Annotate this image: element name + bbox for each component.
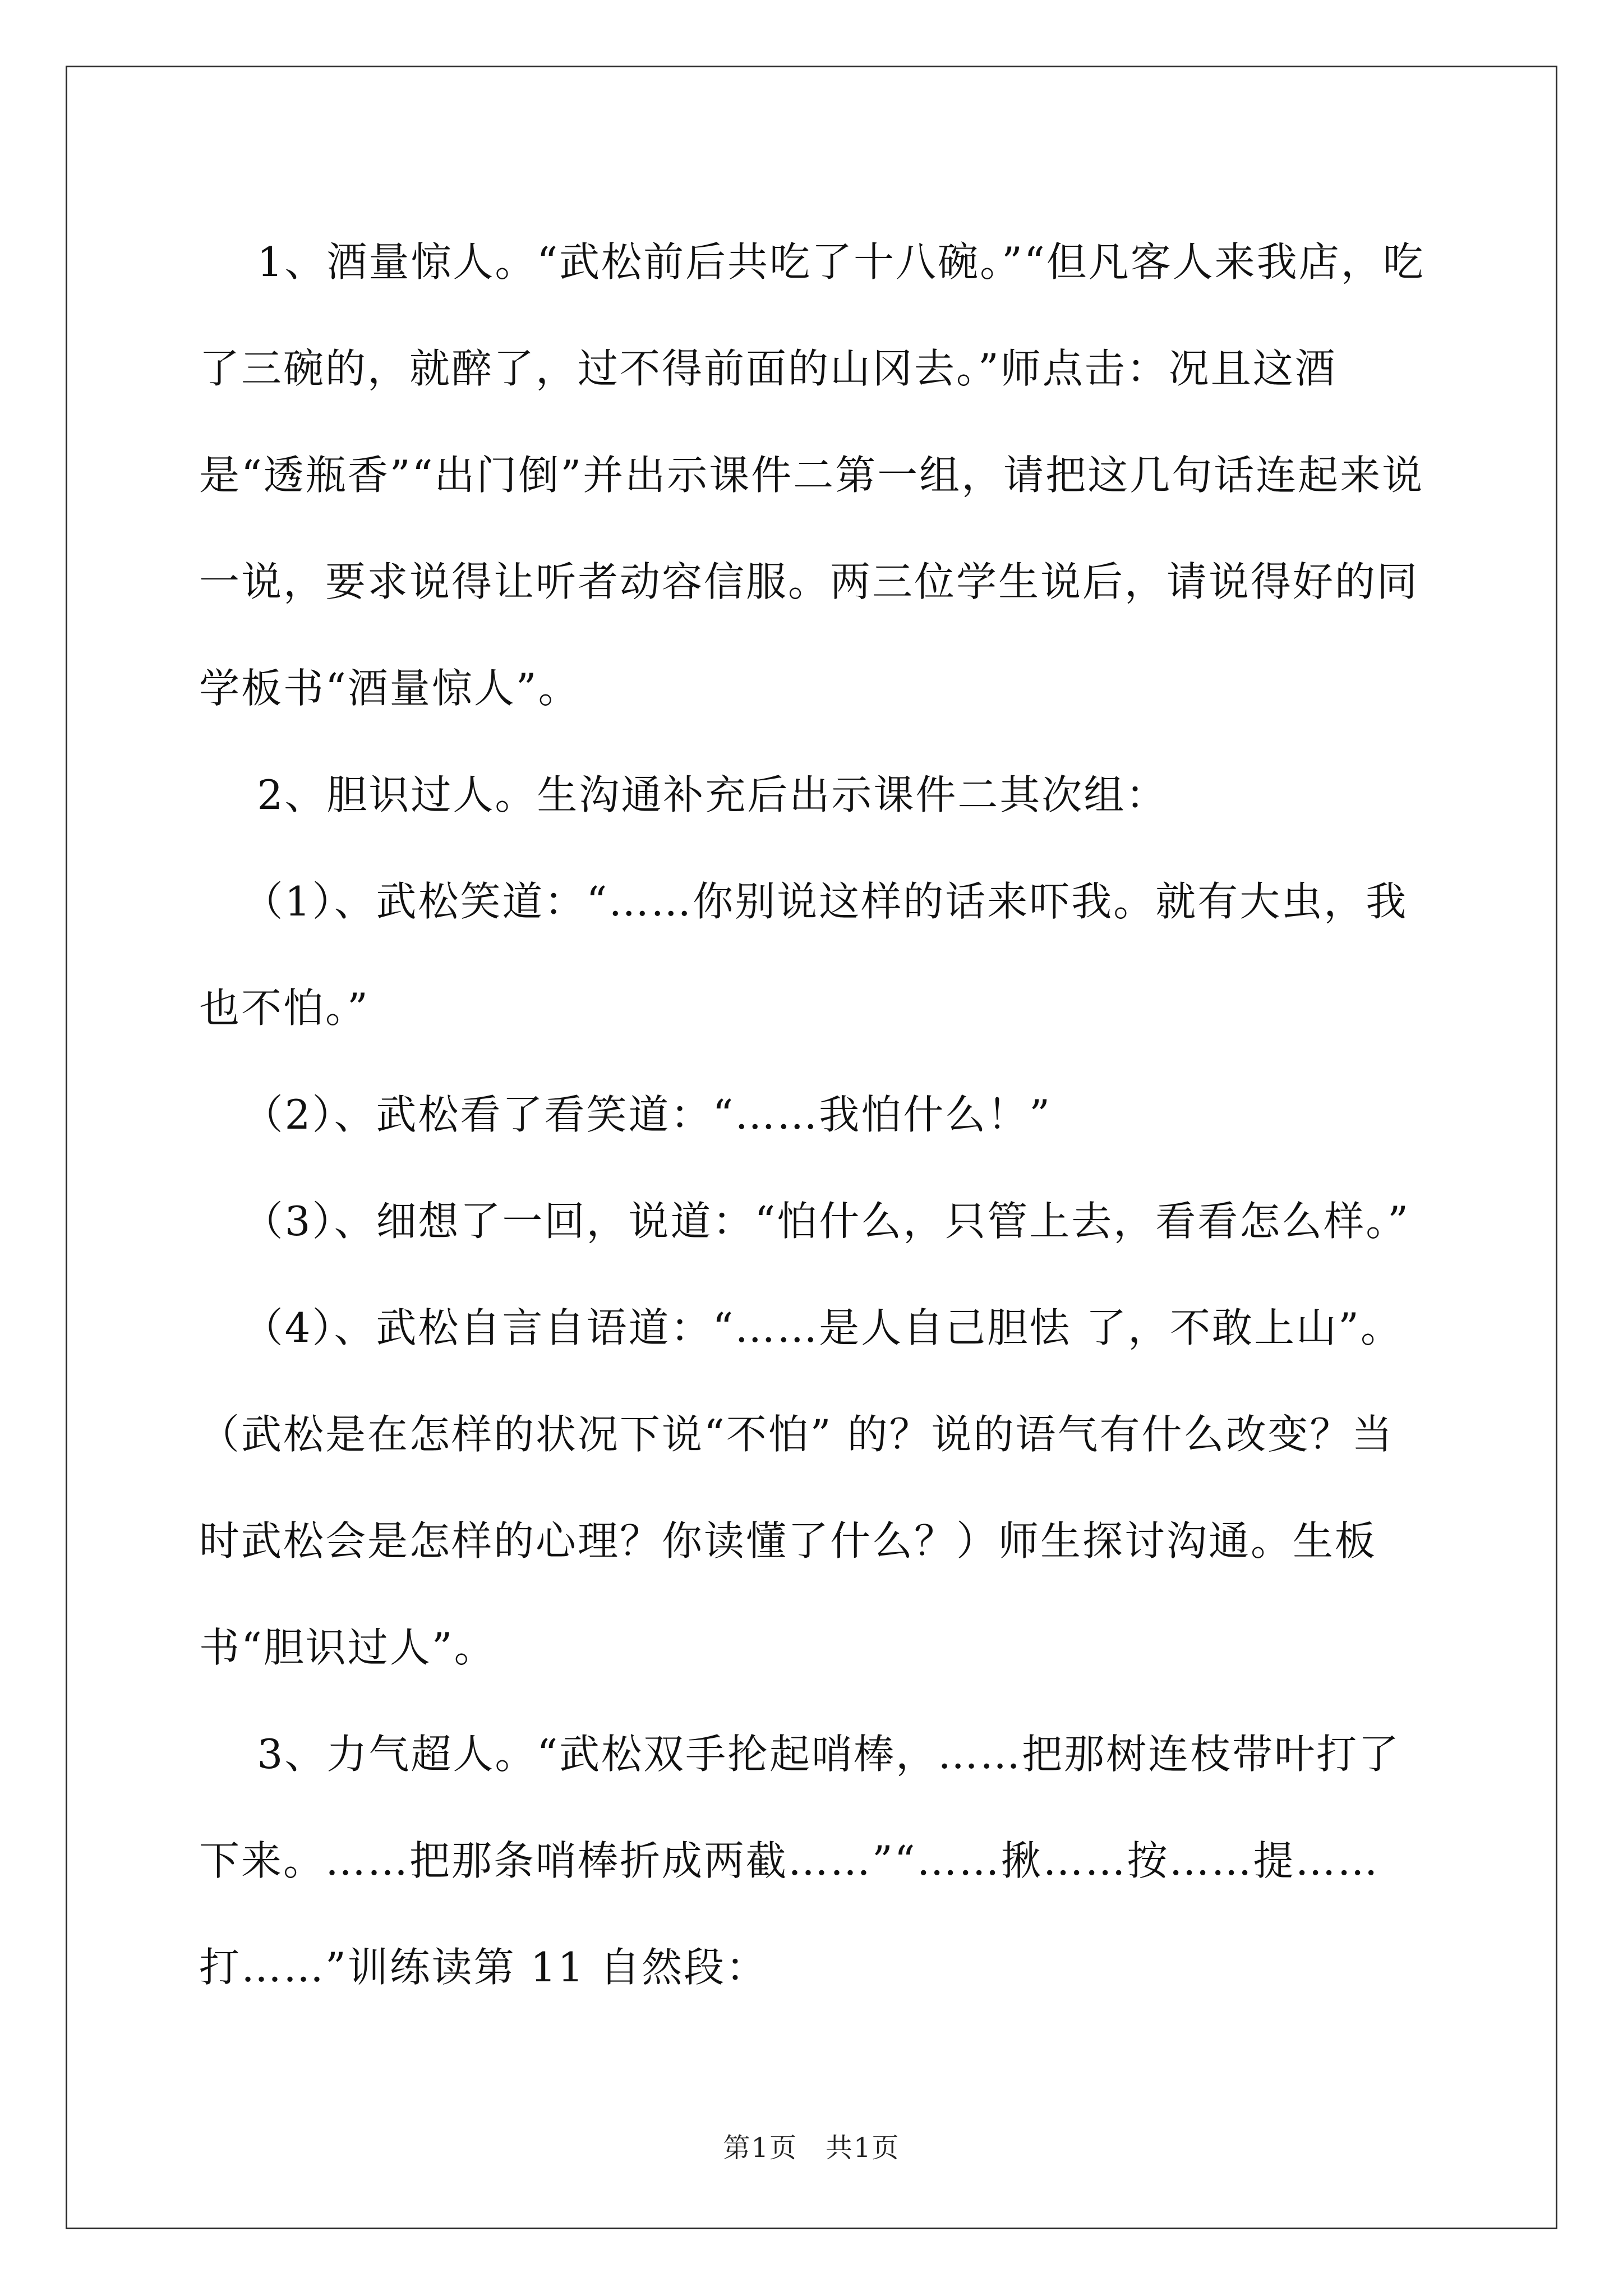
paragraph-4: （2）、武松看了看笑道：“……我怕什么！” [199, 1091, 1052, 1138]
paragraph-3: （1）、武松笑道：“……你别说这样的话来吓我。就有大虫，我也不怕。” [199, 878, 1408, 1032]
paragraph-6: （4）、武松自言自语道：“……是人自己胆怯 了，不敢上山”。（武松是在怎样的状况下说“不怕” 的？说的语气有什么改变？当时武松会是怎样的心理？你读懂了什么？）师生探讨沟通。生板书“胆识过人”。 [199, 1304, 1403, 1671]
paragraph-1: 1、酒量惊人。“武松前后共吃了十八碗。”“但凡客人来我店，吃了三碗的，就醉了，过不得前面的山冈去。”师点击：况且这酒是“透瓶香”“出门倒”并出示课件二第一组，请把这几句话连起来说一说，要求说得让听者动容信服。两三位学生说后，请说得好的同学板书“酒量惊人”。 [199, 238, 1425, 712]
paragraph-5: （3）、细想了一回，说道：“怕什么，只管上去，看看怎么样。” [199, 1198, 1410, 1245]
page-footer: 第1页 共1页 [723, 2132, 900, 2164]
paragraph-7: 3、力气超人。“武松双手抡起哨棒，……把那树连枝带叶打了下来。……把那条哨棒折成两截……”“……揪……按……提……打……”训练读第 11 自然段： [199, 1731, 1401, 1991]
paragraph-2: 2、胆识过人。生沟通补充后出示课件二其次组： [199, 771, 1168, 818]
document-body [199, 209, 1433, 2021]
